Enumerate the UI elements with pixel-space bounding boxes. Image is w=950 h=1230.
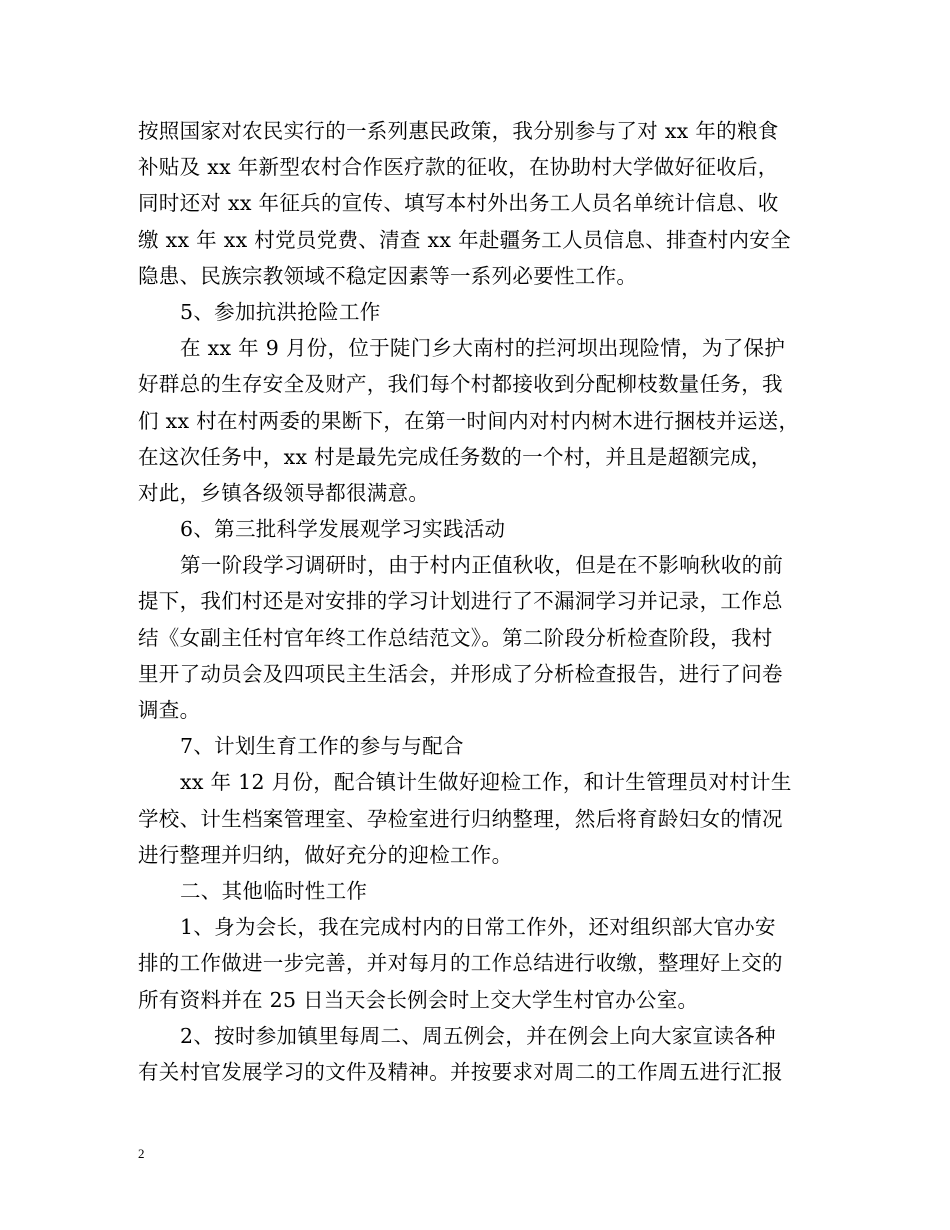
text-line: 缴 xx 年 xx 村党员党费、清查 xx 年赴疆务工人员信息、排查村内安全 [138, 227, 791, 252]
text-line: 2、按时参加镇里每周二、周五例会，并在例会上向大家宣读各种 [180, 1023, 776, 1048]
text-line: 在这次任务中，xx 村是最先完成任务数的一个村，并且是超额完成， [138, 444, 772, 469]
text-line: 结《女副主任村官年终工作总结范文》。第二阶段分析检查阶段，我村 [138, 625, 773, 650]
text-line: 们 xx 村在村两委的果断下，在第一时间内对村内树木进行捆枝并运送， [138, 408, 800, 433]
text-line: 补贴及 xx 年新型农村合作医疗款的征收，在协助村大学做好征收后， [138, 155, 779, 180]
text-line: 二、其他临时性工作 [180, 878, 368, 903]
text-line: 对此，乡镇各级领导都很满意。 [138, 480, 430, 505]
text-line: 按照国家对农民实行的一系列惠民政策，我分别参与了对 xx 年的粮食 [138, 119, 779, 143]
text-line: 在 xx 年 9 月份，位于陡门乡大南村的拦河坝出现险情，为了保护 [180, 336, 786, 361]
text-line: 隐患、民族宗教领域不稳定因素等一系列必要性工作。 [138, 263, 638, 288]
text-line: 排的工作做进一步完善，并对每月的工作总结进行收缴，整理好上交的 [138, 951, 783, 976]
page-number: 2 [138, 1146, 145, 1161]
text-line: 好群总的生存安全及财产，我们每个村都接收到分配柳枝数量任务，我 [138, 372, 783, 397]
text-line: 提下，我们村还是对安排的学习计划进行了不漏洞学习并记录，工作总 [138, 589, 783, 614]
document-body [138, 113, 828, 1090]
text-line: 1、身为会长，我在完成村内的日常工作外，还对组织部大官办安 [180, 915, 776, 940]
text-line: 第一阶段学习调研时，由于村内正值秋收，但是在不影响秋收的前 [180, 553, 784, 578]
text-line: xx 年 12 月份，配合镇计生做好迎检工作，和计生管理员对村计生 [180, 770, 792, 795]
text-line: 学校、计生档案管理室、孕检室进行归纳整理，然后将育龄妇女的情况 [138, 806, 783, 831]
text-line: 同时还对 xx 年征兵的宣传、填写本村外出务工人员名单统计信息、收 [138, 191, 779, 216]
text-line: 6、第三批科学发展观学习实践活动 [180, 517, 506, 542]
text-line: 调查。 [138, 698, 201, 722]
text-line: 里开了动员会及四项民主生活会，并形成了分析检查报告，进行了问卷 [138, 661, 783, 686]
text-line: 有关村官发展学习的文件及精神。并按要求对周二的工作周五进行汇报 [138, 1059, 783, 1084]
text-line: 进行整理并归纳，做好充分的迎检工作。 [138, 842, 513, 867]
text-line: 所有资料并在 25 日当天会长例会时上交大学生村官办公室。 [138, 987, 699, 1012]
text-line: 7、计划生育工作的参与与配合 [180, 734, 464, 759]
text-line: 5、参加抗洪抢险工作 [180, 299, 381, 324]
